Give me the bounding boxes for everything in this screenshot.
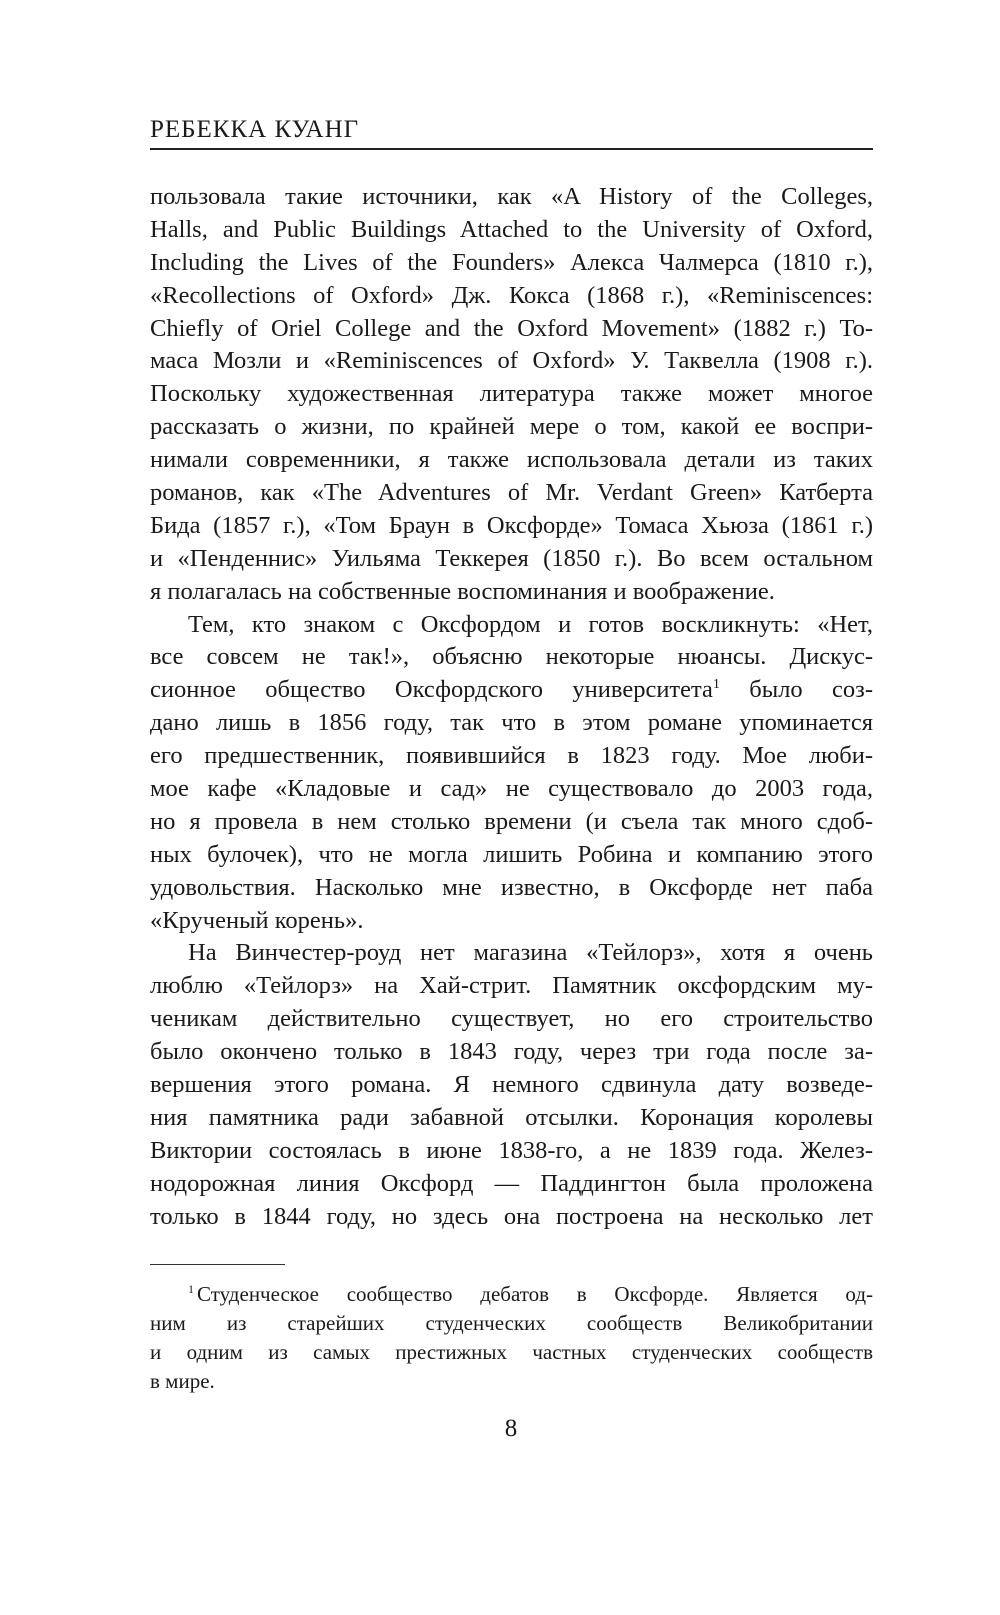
text-fragment: было соз-: [719, 676, 874, 704]
page-number: 8: [504, 1415, 518, 1442]
text-line: ных булочек), что не могла лишить Робина и компанию этого: [150, 840, 873, 868]
text-line: «Recollections of Oxford» Дж. Кокса (1868 г.), «Reminiscences:: [150, 281, 873, 309]
text-line: рассказать о жизни, по крайней мере о том, какой ее воспри-: [150, 413, 873, 441]
text-line: вершения этого романа. Я немного сдвинула дату возведе-: [150, 1071, 873, 1099]
footnote-marker: 1: [188, 1282, 194, 1296]
footnote-divider: [150, 1264, 285, 1265]
text-line: я полагалась на собственные воспоминания и воображение.: [150, 577, 775, 605]
footnote-line: в мире.: [150, 1369, 215, 1393]
text-line: На Винчестер-роуд нет магазина «Тейлорз», хотя я очень: [188, 939, 873, 967]
text-line: мое кафе «Кладовые и сад» не существовало до 2003 года,: [150, 775, 873, 803]
text-line: дано лишь в 1856 году, так что в этом романе упоминается: [150, 709, 873, 737]
paragraph: [150, 181, 873, 609]
text-line: все совсем не так!», объясню некоторые нюансы. Дискус-: [150, 643, 873, 671]
text-fragment: сионное общество Оксфордского университета: [150, 676, 713, 704]
text-line: его предшественник, появившийся в 1823 году. Мое люби-: [150, 742, 873, 770]
text-line: ния памятника ради забавной отсылки. Коронация королевы: [150, 1103, 873, 1131]
body-text: [150, 181, 873, 1234]
text-line: маса Мозли и «Reminiscences of Oxford» У. Таквелла (1908 г.).: [150, 347, 873, 375]
text-line: нимали современники, я также использовала детали из таких: [150, 446, 873, 474]
text-line: Including the Lives of the Founders» Алекса Чалмерса (1810 г.),: [150, 248, 873, 276]
text-line: пользовала такие источники, как «A History of the Colleges,: [150, 183, 873, 210]
text-line: Бида (1857 г.), «Том Браун в Оксфорде» Томаса Хьюза (1861 г.): [150, 511, 873, 539]
footnote: [150, 1280, 873, 1396]
text-line: но я провела в нем столько времени (и съела так много сдоб-: [150, 807, 873, 835]
running-header: [150, 112, 873, 150]
footnote-reference: 1: [712, 677, 720, 693]
text-line: романов, как «The Adventures of Mr. Verdant Green» Катберта: [150, 479, 873, 507]
text-line: люблю «Тейлорз» на Хай-стрит. Памятник оксфордским му-: [150, 972, 873, 1000]
footnote-line: ним из старейших студенческих сообществ Великобритании: [150, 1311, 873, 1335]
text-line: только в 1844 году, но здесь она построена на несколько лет: [150, 1202, 873, 1230]
text-fragment: Студенческое сообщество дебатов в Оксфорде. Является од-: [197, 1282, 873, 1306]
text-line: и «Пенденнис» Уильяма Теккерея (1850 г.). Во всем остальном: [150, 544, 873, 572]
paragraph: [150, 609, 873, 938]
text-line: Halls, and Public Buildings Attached to the University of Oxford,: [150, 215, 873, 243]
text-line: Тем, кто знаком с Оксфордом и готов воскликнуть: «Нет,: [188, 610, 873, 638]
text-line: было окончено только в 1843 году, через три года после за-: [150, 1038, 873, 1066]
text-line: Поскольку художественная литература также может многое: [150, 380, 873, 408]
text-line: Виктории состоялась в июне 1838-го, а не 1839 года. Желез-: [150, 1136, 873, 1164]
footnote-line: и одним из самых престижных частных студенческих сообществ: [150, 1340, 873, 1364]
text-line: «Крученый корень».: [150, 906, 364, 934]
running-title: РЕБЕККА КУАНГ: [150, 116, 360, 143]
text-line: ченикам действительно существует, но его строительство: [150, 1005, 873, 1033]
text-line: Chiefly of Oriel College and the Oxford Movement» (1882 г.) То-: [150, 314, 873, 342]
text-line: удовольствия. Насколько мне известно, в Оксфорде нет паба: [150, 873, 873, 901]
paragraph: [150, 937, 873, 1233]
text-line: [150, 674, 873, 707]
footnote-line: [150, 1280, 873, 1309]
text-line: нодорожная линия Оксфорд — Паддингтон была проложена: [150, 1169, 873, 1197]
